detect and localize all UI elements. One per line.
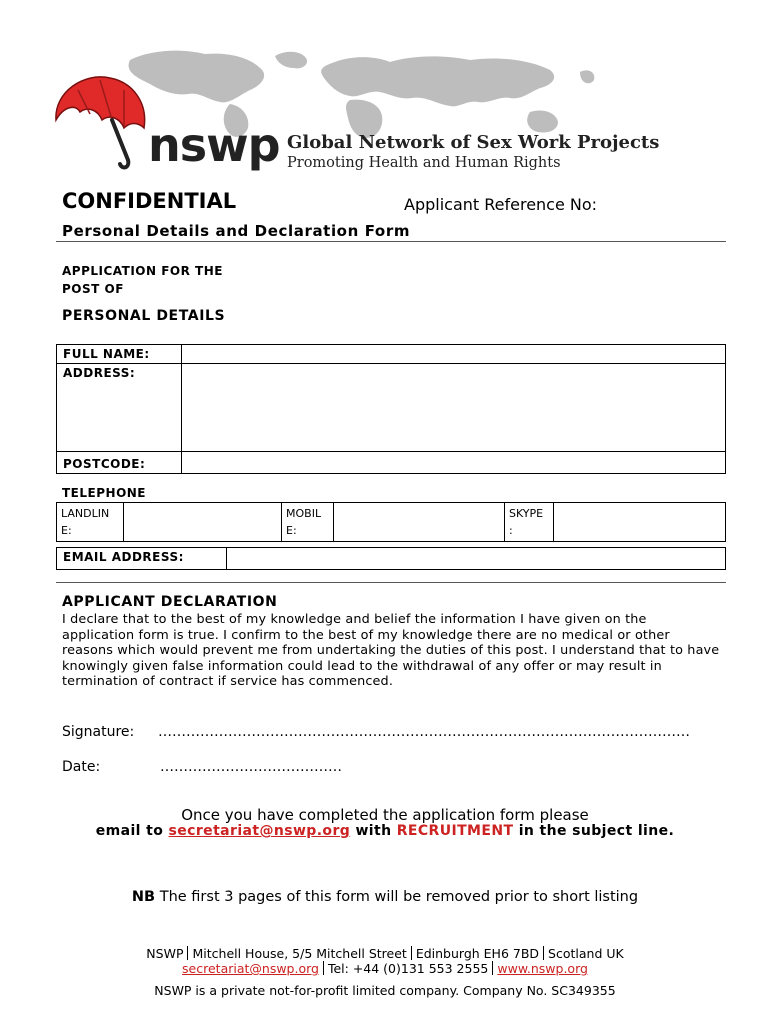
postcode-field[interactable] <box>182 452 726 474</box>
title-divider <box>56 241 726 242</box>
umbrella-logo-icon <box>48 68 158 172</box>
applicant-reference-label: Applicant Reference No: <box>404 195 598 214</box>
skype-label: SKYPE : <box>505 503 554 542</box>
date-line[interactable]: ………………………………… <box>160 759 342 775</box>
footer-org: NSWP <box>146 946 184 961</box>
submission-instruction: Once you have completed the application form please <box>181 806 589 824</box>
footer-web-link[interactable]: www.nswp.org <box>497 961 588 976</box>
separator <box>543 946 544 960</box>
email-table <box>56 547 726 570</box>
submission-email-link[interactable]: secretariat@nswp.org <box>168 823 351 839</box>
separator <box>323 961 324 975</box>
footer-country: Scotland UK <box>548 946 624 961</box>
email-suffix: in the subject line. <box>513 823 675 839</box>
organization-tagline: Promoting Health and Human Rights <box>287 155 561 171</box>
nb-text: The first 3 pages of this form will be removed prior to short listing <box>155 889 639 905</box>
confidential-heading: CONFIDENTIAL <box>62 189 237 213</box>
nb-note <box>0 889 770 905</box>
full-name-label: FULL NAME: <box>57 345 182 364</box>
postcode-label: POSTCODE: <box>57 452 182 474</box>
full-name-field[interactable] <box>182 345 726 364</box>
letterhead <box>0 0 770 180</box>
post-of-line-2: POST OF <box>62 282 124 296</box>
submission-email-line <box>0 823 770 839</box>
recruitment-keyword: RECRUITMENT <box>396 823 514 839</box>
footer-email-link[interactable]: secretariat@nswp.org <box>182 961 319 976</box>
personal-details-heading: PERSONAL DETAILS <box>62 308 226 324</box>
personal-details-table <box>56 344 726 474</box>
declaration-heading: APPLICANT DECLARATION <box>62 594 278 610</box>
signature-label: Signature: <box>62 724 135 740</box>
logo-wordmark: nswp <box>148 118 280 172</box>
footer-city: Edinburgh EH6 7BD <box>415 946 540 961</box>
mobile-field[interactable] <box>334 503 505 542</box>
separator <box>411 946 412 960</box>
landline-label: LANDLIN E: <box>57 503 124 542</box>
address-field[interactable] <box>182 364 726 452</box>
telephone-table <box>56 502 726 542</box>
form-title: Personal Details and Declaration Form <box>62 222 411 240</box>
footer-company: NSWP is a private not-for-profit limited company. Company No. SC349355 <box>154 983 616 998</box>
nb-label: NB <box>131 889 156 905</box>
footer-street: Mitchell House, 5/5 Mitchell Street <box>192 946 407 961</box>
post-of-label <box>62 262 262 298</box>
skype-field[interactable] <box>554 503 726 542</box>
address-label: ADDRESS: <box>57 364 182 452</box>
email-address-field[interactable] <box>227 548 726 570</box>
signature-line[interactable]: …………………………………………………………………………………………………… <box>158 724 690 740</box>
email-prefix: email to <box>95 823 169 839</box>
email-mid: with <box>350 823 397 839</box>
email-address-label: EMAIL ADDRESS: <box>57 548 227 570</box>
email-divider <box>56 582 726 583</box>
declaration-text: I declare that to the best of my knowledge and belief the information I have given on the application form is true. I confirm to the best of my knowledge there are no medical or other reasons which would prevent me from undertaking the duties of this post. I understand that to have knowingly given false information could lead to the withdrawal of any offer or may result in termination of contract if service has commenced. <box>62 612 720 689</box>
footer-contact <box>0 961 770 976</box>
organization-name: Global Network of Sex Work Projects <box>287 132 660 153</box>
landline-field[interactable] <box>124 503 282 542</box>
post-of-line-1: APPLICATION FOR THE <box>62 264 223 278</box>
date-label: Date: <box>62 759 101 775</box>
footer-address <box>0 946 770 961</box>
separator <box>187 946 188 960</box>
telephone-label: TELEPHONE <box>62 486 147 500</box>
mobile-label: MOBIL E: <box>282 503 334 542</box>
separator <box>492 961 493 975</box>
footer-tel: Tel: +44 (0)131 553 2555 <box>327 961 489 976</box>
